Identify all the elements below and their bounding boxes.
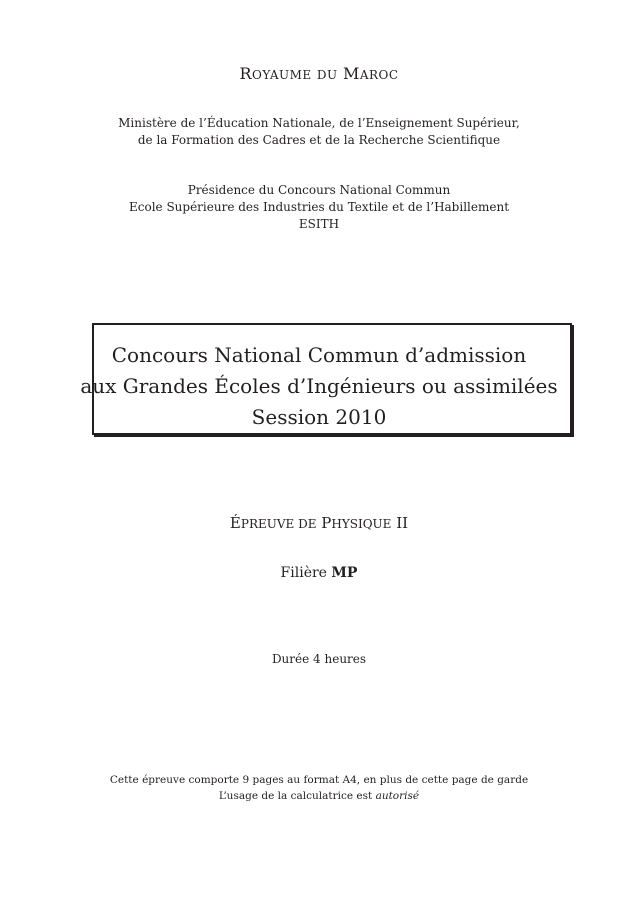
kingdom-rest-oyaume: OYAUME [251, 68, 312, 82]
footer-line-2-prefix: L’usage de la calculatrice est [218, 790, 373, 802]
filiere-value: MP [331, 565, 358, 581]
epreuve-heading [0, 514, 638, 532]
kingdom-initial-m: M [342, 64, 360, 83]
footer-line-2-emphasis: autorisé [375, 790, 420, 802]
kingdom-heading [0, 64, 638, 83]
title-line-1: Concours National Commun d’admission [111, 343, 527, 367]
ministry-line-1: Ministère de l’Éducation Nationale, de l’Enseignement Supérieur, [118, 116, 520, 130]
title-line-3: Session 2010 [251, 405, 387, 429]
filiere-label: Filière [280, 565, 327, 581]
kingdom-initial-r: R [239, 64, 252, 83]
ministry-line-2: de la Formation des Cadres et de la Recherche Scientifique [137, 133, 501, 147]
presidence-line-2: Ecole Supérieure des Industries du Textile et de l’Habillement [128, 200, 510, 214]
ministry-block [0, 115, 638, 149]
duration-line: Durée 4 heures [271, 652, 367, 666]
title-line-2: aux Grandes Écoles d’Ingénieurs ou assimilées [80, 374, 558, 398]
kingdom-du: DU [316, 68, 338, 82]
footer-line-2 [0, 788, 638, 804]
footer-line-1: Cette épreuve comporte 9 pages au format A4, en plus de cette page de garde [109, 774, 529, 786]
epreuve-rest: PREUVE DE [240, 517, 317, 531]
subject-initial: P [321, 514, 332, 532]
epreuve-initial: É [229, 514, 241, 532]
presidence-line-1: Présidence du Concours National Commun [187, 183, 451, 197]
subject-number: II [396, 514, 409, 532]
presidence-line-3: ESITH [298, 217, 340, 231]
footer-notes [0, 772, 638, 804]
filiere-line [0, 565, 638, 581]
subject-rest: HYSIQUE [331, 517, 392, 531]
kingdom-rest-aroc: AROC [359, 68, 399, 82]
presidence-block [0, 182, 638, 233]
contest-title [0, 340, 638, 433]
